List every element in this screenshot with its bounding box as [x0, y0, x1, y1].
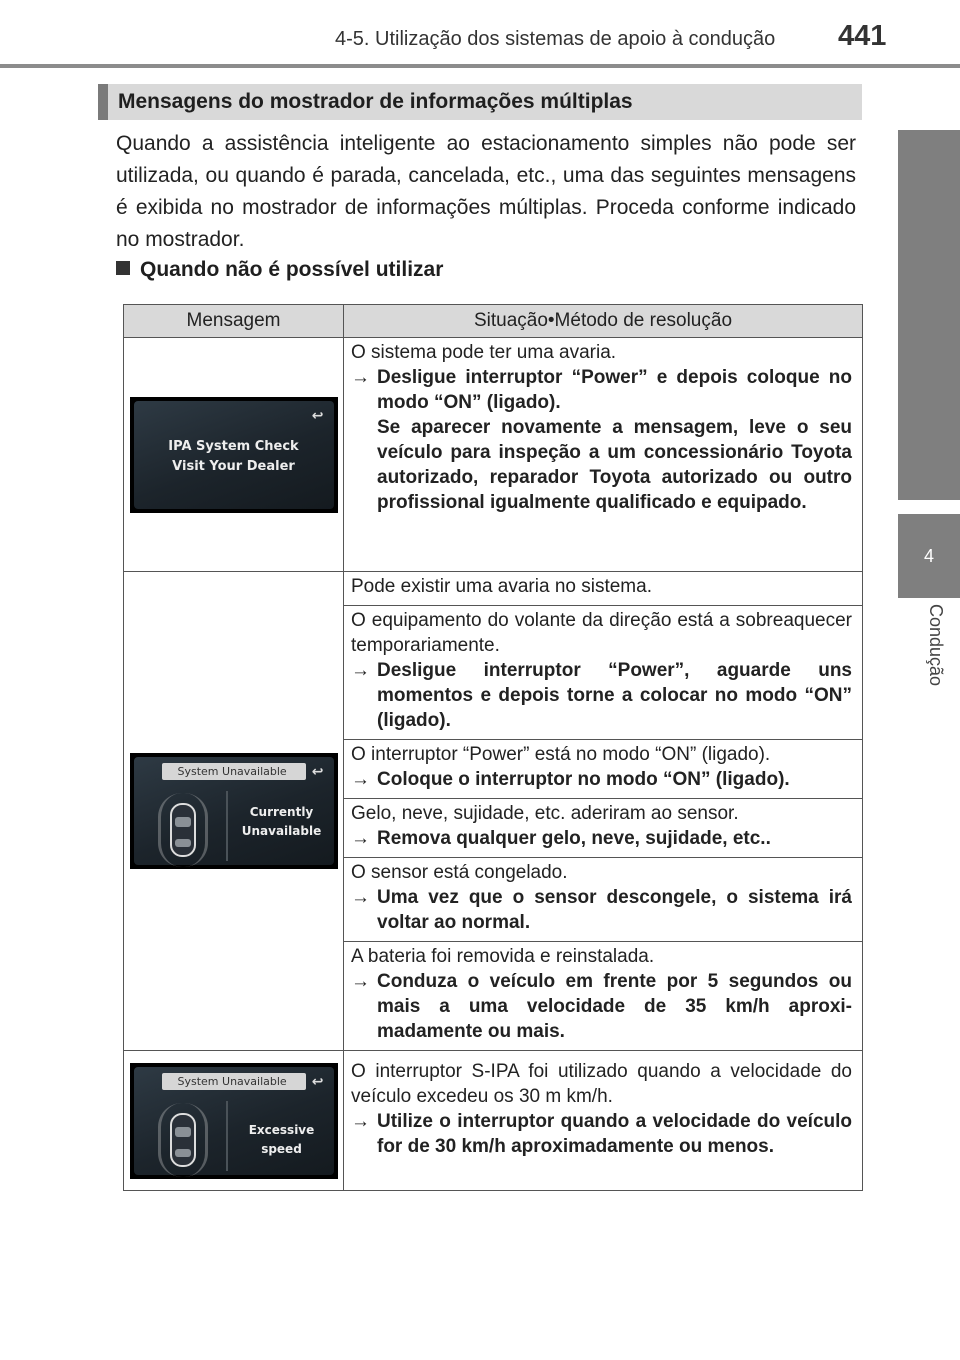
- arrow-right-icon: →: [351, 660, 370, 681]
- situation-text: O sensor está congelado.: [351, 862, 568, 883]
- return-icon: ↩: [311, 406, 324, 423]
- arrow-right-icon: →: [351, 1111, 370, 1132]
- status-pill: System Unavailable: [162, 763, 306, 780]
- arrow-right-icon: →: [351, 971, 370, 992]
- message-image-cell: [124, 572, 344, 1051]
- situation-cell: [344, 799, 863, 858]
- subheading: [116, 258, 443, 282]
- action-text: Se aparecer novamente a mensagem, leve o seu veículo para inspeção a um concessionário Toyota autorizado, reparador Toyota autorizado ou outro profissional igualmente qualificado e equipado.: [377, 417, 852, 513]
- situation-text: Gelo, neve, sujidade, etc. aderiram ao sensor.: [351, 803, 739, 824]
- action-item: [351, 885, 852, 935]
- display-screen-unavailable: [130, 753, 338, 869]
- column-header-message: Mensagem: [124, 305, 344, 338]
- action-item: [351, 969, 852, 1044]
- situation-cell: [344, 606, 863, 740]
- table-row: [124, 338, 863, 572]
- message-image-cell: [124, 1051, 344, 1191]
- car-icon: [170, 803, 196, 857]
- action-text: Desligue interruptor “Power”, aguarde uns momentos e depois torne a colocar no modo “ON” (ligado).: [377, 660, 852, 731]
- table-row: [124, 1051, 863, 1191]
- action-text: Desligue interruptor “Power” e depois coloque no modo “ON” (ligado).: [377, 367, 852, 413]
- square-bullet-icon: [116, 261, 130, 275]
- page-header-title: 4-5. Utilização dos sistemas de apoio à condução: [335, 28, 776, 50]
- intro-paragraph: Quando a assistência inteligente ao estacionamento simples não pode ser utilizada, ou quando é parada, cancelada, etc., uma das seguintes mensagens é exibida no mostrador de informações múltiplas. Proceda conforme indicado no mostrador.: [116, 132, 856, 251]
- messages-table: [123, 304, 863, 1191]
- situation-cell: [344, 572, 863, 606]
- screen-text: Excessive speed: [248, 1122, 315, 1156]
- situation-cell: [344, 858, 863, 942]
- side-tab-chapter-number: 4: [898, 514, 960, 598]
- column-header-situation: Situação•Método de resolução: [344, 305, 863, 338]
- action-text: Utilize o interruptor quando a velocidade do veículo for de 30 km/h aproximadamente ou menos.: [377, 1111, 852, 1157]
- display-screen-excessive-speed: [130, 1063, 338, 1179]
- subheading-text: Quando não é possível utilizar: [140, 258, 444, 281]
- situation-cell: [344, 338, 863, 572]
- header-divider: [0, 64, 960, 68]
- action-text: Uma vez que o sensor descongele, o sistema irá voltar ao normal.: [377, 887, 852, 933]
- arrow-right-icon: →: [351, 769, 370, 790]
- action-text: Coloque o interruptor no modo “ON” (ligado).: [377, 769, 790, 790]
- side-tab-upper: [898, 130, 960, 500]
- return-icon: ↩: [311, 763, 324, 779]
- arrow-right-icon: →: [351, 367, 370, 388]
- screen-text: Visit Your Dealer: [172, 458, 295, 474]
- situation-text: O interruptor “Power” está no modo “ON” (ligado).: [351, 744, 771, 765]
- situation-cell: [344, 942, 863, 1051]
- action-item: [351, 767, 852, 792]
- arrow-right-icon: →: [351, 828, 370, 849]
- situation-cell: [344, 740, 863, 799]
- arrow-right-icon: →: [351, 887, 370, 908]
- screen-text: Unavailable: [241, 824, 322, 838]
- screen-text: Currently: [249, 805, 314, 819]
- action-item: [351, 826, 852, 851]
- display-screen-ipa-check: [130, 397, 338, 513]
- section-title: Mensagens do mostrador de informações múltiplas: [98, 84, 862, 120]
- situation-cell: [344, 1051, 863, 1191]
- situation-text: Pode existir uma avaria no sistema.: [351, 576, 652, 597]
- situation-text: O interruptor S-IPA foi utilizado quando a velocidade do veículo excedeu os 30 m km/h.: [351, 1061, 852, 1107]
- status-pill: System Unavailable: [162, 1073, 306, 1090]
- action-text: Conduza o veículo em frente por 5 segundos ou mais a uma velocidade de 35 km/h aproximadamente ou mais.: [377, 971, 852, 1042]
- table-header-row: [124, 305, 863, 338]
- message-image-cell: [124, 338, 344, 572]
- action-text: Remova qualquer gelo, neve, sujidade, etc..: [377, 828, 771, 849]
- return-icon: ↩: [311, 1072, 324, 1089]
- situation-text: O equipamento do volante da direção está a sobreaquecer temporariamente.: [351, 610, 852, 656]
- action-item: [351, 658, 852, 733]
- page-number: 441: [838, 20, 887, 52]
- situation-text: A bateria foi removida e reinstalada.: [351, 946, 655, 967]
- table-row: [124, 572, 863, 606]
- action-item: [351, 1109, 852, 1159]
- car-icon: [170, 1113, 196, 1167]
- side-chapter-label: Condução: [926, 604, 946, 687]
- action-item: [351, 365, 852, 515]
- situation-text: O sistema pode ter uma avaria.: [351, 342, 617, 363]
- screen-text: IPA System Check: [168, 438, 299, 454]
